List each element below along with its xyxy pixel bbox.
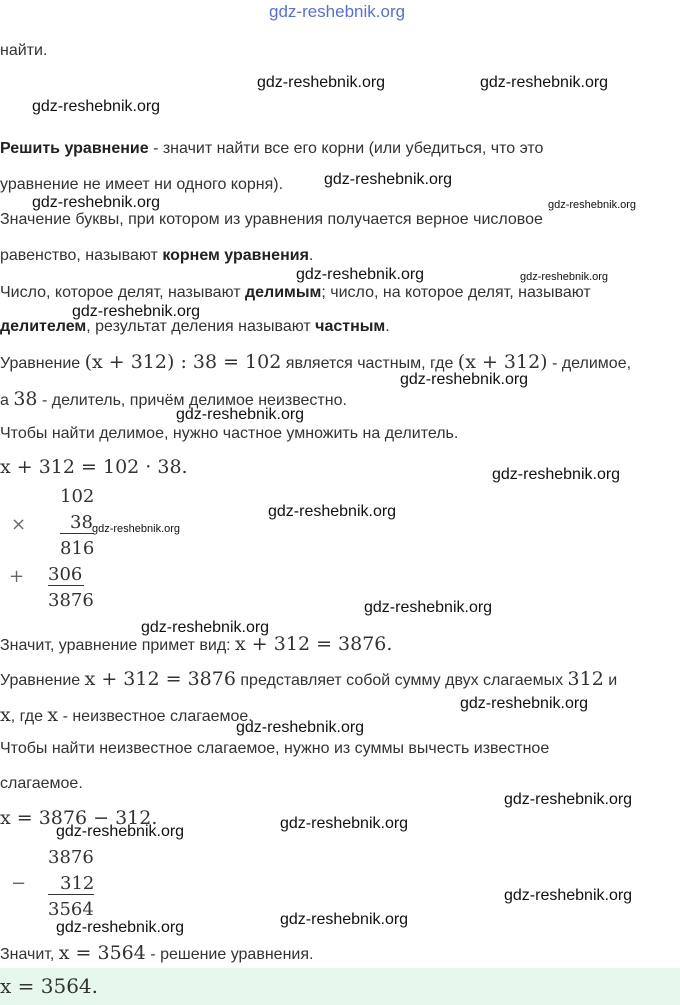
term-bold: делителем [0,318,87,335]
math-expression: (x + 312) : 38 = 102 [84,351,282,373]
text-line [0,247,313,265]
text-line: Чтобы найти неизвестное слагаемое, нужно из суммы вычесть известное [0,740,550,757]
term-bold: частным [315,318,386,335]
watermark: gdz-reshebnik.org [492,466,621,483]
text-span: Уравнение [0,672,85,689]
watermark: gdz-reshebnik.org [364,599,493,616]
math-expression: x [0,704,11,726]
text-span: Значит, уравнение примет вид: [0,637,236,654]
text-span: представляет собой сумму двух слагаемых [235,672,568,689]
text-span: . [308,247,314,264]
text-span: Значит, [0,946,59,963]
text-line: Значение буквы, при котором из уравнения получается верное числовое [0,211,543,228]
text-line [0,140,543,158]
text-line [0,284,591,302]
text-span: равенство, называют [0,247,163,264]
text-line [0,668,617,690]
watermark: gdz-reshebnik.org [56,823,185,840]
text-span: - делитель, причём делимое неизвестно. [37,392,347,409]
subtrahend-value: 312 [48,873,94,895]
watermark: gdz-reshebnik.org [268,503,397,520]
text-span: а [0,392,14,409]
watermark: gdz-reshebnik.org [504,791,633,808]
math-expression: x = 3564 [58,942,146,964]
watermark: gdz-reshebnik.org [92,523,181,535]
term-bold: делимым [245,284,322,301]
text-line: найти. [0,42,48,59]
text-span: - значит найти все его корни (или убедиться, что это [148,140,544,157]
text-line: слагаемое. [0,775,83,792]
math-expression: x [47,704,59,726]
equation: x + 312 = 102 · 38. [0,456,188,478]
partial-product-2 [48,564,84,586]
watermark: gdz-reshebnik.org [460,695,589,712]
watermark: gdz-reshebnik.org [236,719,365,736]
text-span: является частным, где [281,355,458,372]
watermark: gdz-reshebnik.org [72,303,201,320]
text-span: ; число, на которое делят, называют [321,284,591,301]
watermark: gdz-reshebnik.org [280,815,409,832]
watermark: gdz-reshebnik.org [257,74,386,91]
partial-product: 816 [60,538,95,559]
equation: x = 3876 − 312. [0,807,158,829]
watermark: gdz-reshebnik.org [280,911,409,928]
text-line: Чтобы найти делимое, нужно частное умножить на делитель. [0,425,459,442]
text-span: Уравнение [0,355,85,372]
multiply-sign: × [11,514,27,535]
text-span: - делимое, [547,355,632,372]
math-expression: 312 [567,668,604,690]
answer-equation: x = 3564. [0,974,99,998]
text-span: . [385,318,390,335]
text-line [0,351,631,373]
text-line: уравнение не имеет ни одного корня). [0,176,284,193]
watermark: gdz-reshebnik.org [548,199,637,211]
math-expression: x + 312 = 3876 [84,668,236,690]
header-watermark[interactable]: gdz-reshebnik.org [269,2,406,21]
text-span: - решение уравнения. [145,946,314,963]
watermark: gdz-reshebnik.org [141,619,270,636]
watermark: gdz-reshebnik.org [480,74,609,91]
factor-1: 102 [60,486,95,507]
watermark: gdz-reshebnik.org [296,266,425,283]
answer-box [0,968,680,1005]
minuend: 3876 [48,847,94,868]
watermark: gdz-reshebnik.org [520,271,609,283]
text-span: , где [10,708,48,725]
difference: 3564 [48,899,94,920]
term-bold: Решить уравнение [0,140,149,157]
watermark: gdz-reshebnik.org [400,371,529,388]
math-expression: 38 [13,388,38,410]
text-span: Число, которое делят, называют [0,284,245,301]
watermark: gdz-reshebnik.org [32,98,161,115]
watermark: gdz-reshebnik.org [56,919,185,936]
partial-product-2-value: 306 [48,564,83,585]
text-line [0,704,253,726]
watermark: gdz-reshebnik.org [176,406,305,423]
factor-2-value: 38 [60,512,93,534]
text-span: и [603,672,618,689]
term-bold: корнем уравнения [162,247,309,264]
text-span: , результат деления называют [86,318,316,335]
subtrahend [48,873,94,895]
text-line [0,942,313,964]
text-span: - неизвестное слагаемое. [58,708,253,725]
watermark: gdz-reshebnik.org [324,171,453,188]
product-result: 3876 [48,590,94,611]
plus-sign: + [9,566,25,587]
minus-sign: − [11,873,27,894]
math-expression: (x + 312) [457,351,548,373]
math-expression: x + 312 = 3876. [235,633,393,655]
watermark: gdz-reshebnik.org [504,887,633,904]
watermark: gdz-reshebnik.org [32,194,161,211]
factor-2 [60,512,93,534]
